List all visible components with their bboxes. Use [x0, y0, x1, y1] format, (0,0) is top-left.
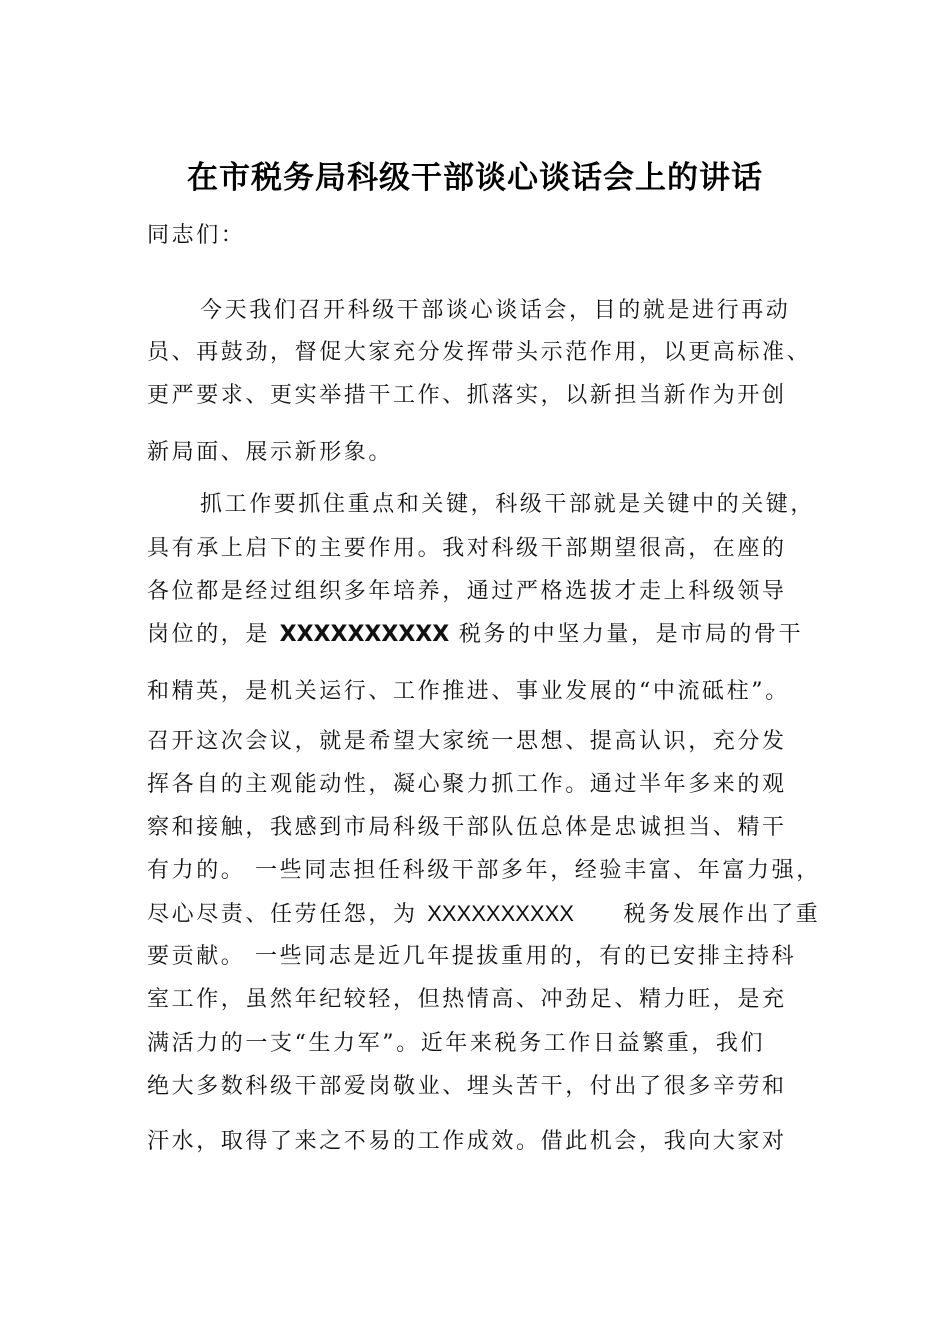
paragraph-line: 有力的。 一些同志担任科级干部多年，经验丰富、年富力强， [147, 858, 821, 883]
paragraph-line: 室工作，虽然年纪较轻，但热情高、冲劲足、精力旺，是充 [147, 987, 787, 1012]
paragraph-line: 汗水，取得了来之不易的工作成效。借此机会，我向大家对 [147, 1129, 787, 1154]
paragraph-line: 满活力的一支“生力军”。近年来税务工作日益繁重，我们 [147, 1031, 766, 1056]
paragraph-line: 今天我们召开科级干部谈心谈话会，目的就是进行再动 [200, 298, 791, 323]
masked-name: XXXXXXXXXX [279, 622, 450, 647]
paragraph-line: 抓工作要抓住重点和关键，科级干部就是关键中的关键， [200, 492, 816, 517]
paragraph-line-with-masked-name [147, 620, 803, 650]
line-text-after: 税务发展作出了重 [623, 902, 821, 927]
salutation: 同志们： [147, 223, 246, 248]
paragraph-line: 察和接触，我感到市局科级干部队伍总体是忠诚担当、精干 [147, 815, 787, 840]
paragraph-line: 更严要求、更实举措干工作、抓落实，以新担当新作为开创 [147, 383, 787, 408]
paragraph-line-with-masked-name [147, 899, 820, 930]
paragraph-line: 绝大多数科级干部爱岗敬业、埋头苦干，付出了很多辛劳和 [147, 1074, 787, 1099]
paragraph-line: 召开这次会议，就是希望大家统一思想、提高认识，充分发 [147, 729, 787, 754]
paragraph-line: 挥各自的主观能动性，凝心聚力抓工作。通过半年多来的观 [147, 772, 787, 797]
masked-name: XXXXXXXXXX [427, 901, 574, 926]
line-text-before: 岗位的，是 [147, 622, 271, 647]
paragraph-line: 新局面、展示新形象。 [147, 440, 394, 465]
paragraph-line: 和精英，是机关运行、工作推进、事业发展的“中流砥柱”。 [147, 679, 790, 704]
paragraph-line: 各位都是经过组织多年培养，通过严格选拔才走上科级领导 [147, 579, 787, 604]
paragraph-line: 具有承上启下的主要作用。我对科级干部期望很高，在座的 [147, 536, 787, 561]
line-text-after: 税务的中坚力量，是市局的骨干 [458, 622, 804, 647]
document-title: 在市税务局科级干部谈心谈话会上的讲话 [187, 160, 763, 196]
paragraph-line: 要贡献。 一些同志是近几年提拔重用的，有的已安排主持科 [147, 944, 797, 969]
paragraph-line: 员、再鼓劲，督促大家充分发挥带头示范作用，以更高标准、 [147, 340, 812, 365]
line-text-before: 尽心尽责、任劳任怨，为 [147, 902, 418, 927]
